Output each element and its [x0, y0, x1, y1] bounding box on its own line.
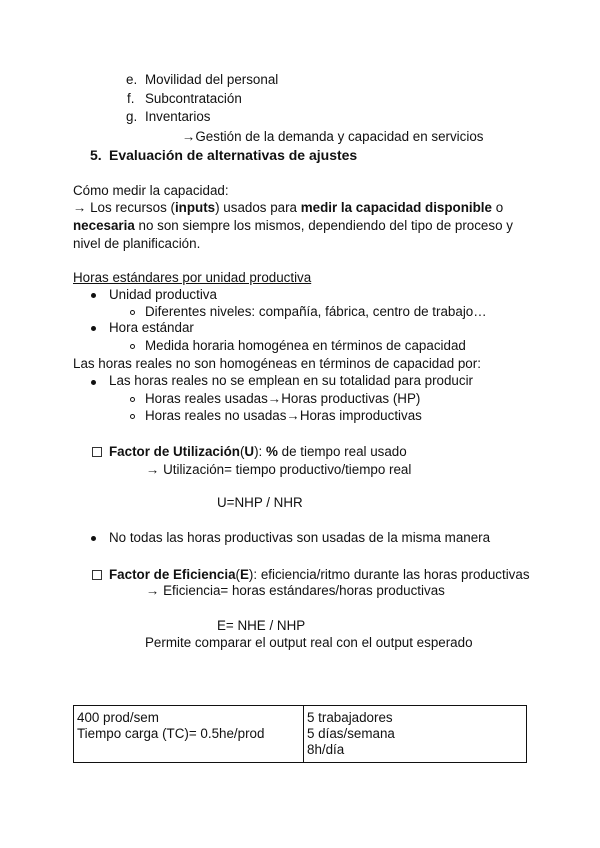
list-marker-g: g.: [126, 109, 138, 124]
table-cell-left: [74, 706, 304, 763]
capacity-text: → Los recursos (: [73, 200, 175, 215]
list-item-movilidad: Movilidad del personal: [145, 72, 279, 87]
capacity-paragraph-line-3: nivel de planificación.: [73, 236, 201, 251]
table-line: 400 prod/sem: [77, 710, 159, 725]
utilization-symbol: U: [244, 444, 255, 459]
utilization-formula: U=NHP / NHR: [217, 495, 303, 510]
circle-bullet-icon: [130, 310, 135, 315]
std-hour-subitem: Medida horaria homogénea en términos de capacidad: [145, 338, 466, 353]
not-homogeneous-line: Las horas reales no son homogéneas en términos de capacidad por:: [73, 356, 481, 371]
capacity-text: no son siempre los mismos, dependiendo del tipo de proceso y: [134, 218, 513, 233]
arrow-line-gestion: →Gestión de la demanda y capacidad en servicios: [182, 129, 484, 144]
utilization-text: (: [239, 444, 245, 459]
bullet-icon: [91, 293, 96, 298]
inputs-term: inputs: [174, 200, 216, 215]
hours-heading: Horas estándares por unidad productiva: [73, 270, 312, 285]
not-all-used-item: Las horas reales no se emplean en su totalidad para producir: [109, 373, 474, 388]
efficiency-factor-label: Factor de Eficiencia: [109, 567, 236, 582]
utilization-text: ):: [254, 444, 266, 459]
table-row: [74, 706, 527, 763]
circle-bullet-icon: [130, 397, 135, 402]
efficiency-text: (: [235, 567, 240, 582]
capacity-paragraph-line-1: [73, 199, 503, 217]
circle-bullet-icon: [130, 344, 135, 349]
unit-item: Unidad productiva: [109, 287, 217, 302]
utilization-factor-line: [109, 443, 407, 461]
efficiency-checkbox[interactable]: [92, 570, 102, 580]
capacity-text: o: [491, 200, 504, 215]
table-line: 5 días/semana: [307, 726, 395, 741]
utilization-definition: → Utilización= tiempo productivo/tiempo real: [146, 462, 412, 477]
necesaria-term: necesaria: [73, 218, 135, 233]
list-item-inventarios: Inventarios: [145, 109, 211, 124]
table-line: Tiempo carga (TC)= 0.5he/prod: [77, 726, 265, 741]
bullet-icon: [91, 380, 96, 385]
not-same-usage-item: No todas las horas productivas son usadas de la misma manera: [109, 530, 491, 545]
capacity-intro: Cómo medir la capacidad:: [73, 183, 229, 198]
efficiency-definition: → Eficiencia= horas estándares/horas productivas: [146, 583, 445, 598]
bullet-icon: [91, 326, 96, 331]
section-5-title: Evaluación de alternativas de ajustes: [109, 147, 358, 163]
utilization-factor-label: Factor de Utilización: [109, 444, 240, 459]
efficiency-note: Permite comparar el output real con el output esperado: [145, 635, 473, 650]
list-marker-e: e.: [126, 72, 138, 87]
capacity-paragraph-line-2: [73, 217, 513, 235]
efficiency-text: ): eficiencia/ritmo durante las horas productivas: [248, 567, 530, 582]
table-cell-right: [304, 706, 527, 763]
utilization-checkbox[interactable]: [92, 447, 102, 457]
measure-capacity-term: medir la capacidad disponible: [300, 200, 492, 215]
unused-hours-subitem: Horas reales no usadas→Horas improductivas: [145, 408, 422, 423]
data-table: [73, 705, 527, 763]
list-item-subcontratacion: Subcontratación: [145, 91, 242, 106]
std-hour-item: Hora estándar: [109, 320, 194, 335]
utilization-text: de tiempo real usado: [277, 444, 407, 459]
circle-bullet-icon: [130, 414, 135, 419]
used-hours-subitem: Horas reales usadas→Horas productivas (HP): [145, 391, 421, 406]
unit-subitem: Diferentes niveles: compañía, fábrica, centro de trabajo…: [145, 304, 487, 319]
table-line: 8h/día: [307, 742, 345, 757]
efficiency-formula: E= NHE / NHP: [217, 618, 306, 633]
capacity-text: ) usados para: [215, 200, 301, 215]
bullet-icon: [91, 536, 96, 541]
section-5-number: 5.: [90, 147, 102, 163]
percent-symbol: %: [266, 444, 278, 459]
efficiency-symbol: E: [239, 567, 249, 582]
list-marker-f: f.: [127, 91, 135, 106]
table-line: 5 trabajadores: [307, 710, 393, 725]
